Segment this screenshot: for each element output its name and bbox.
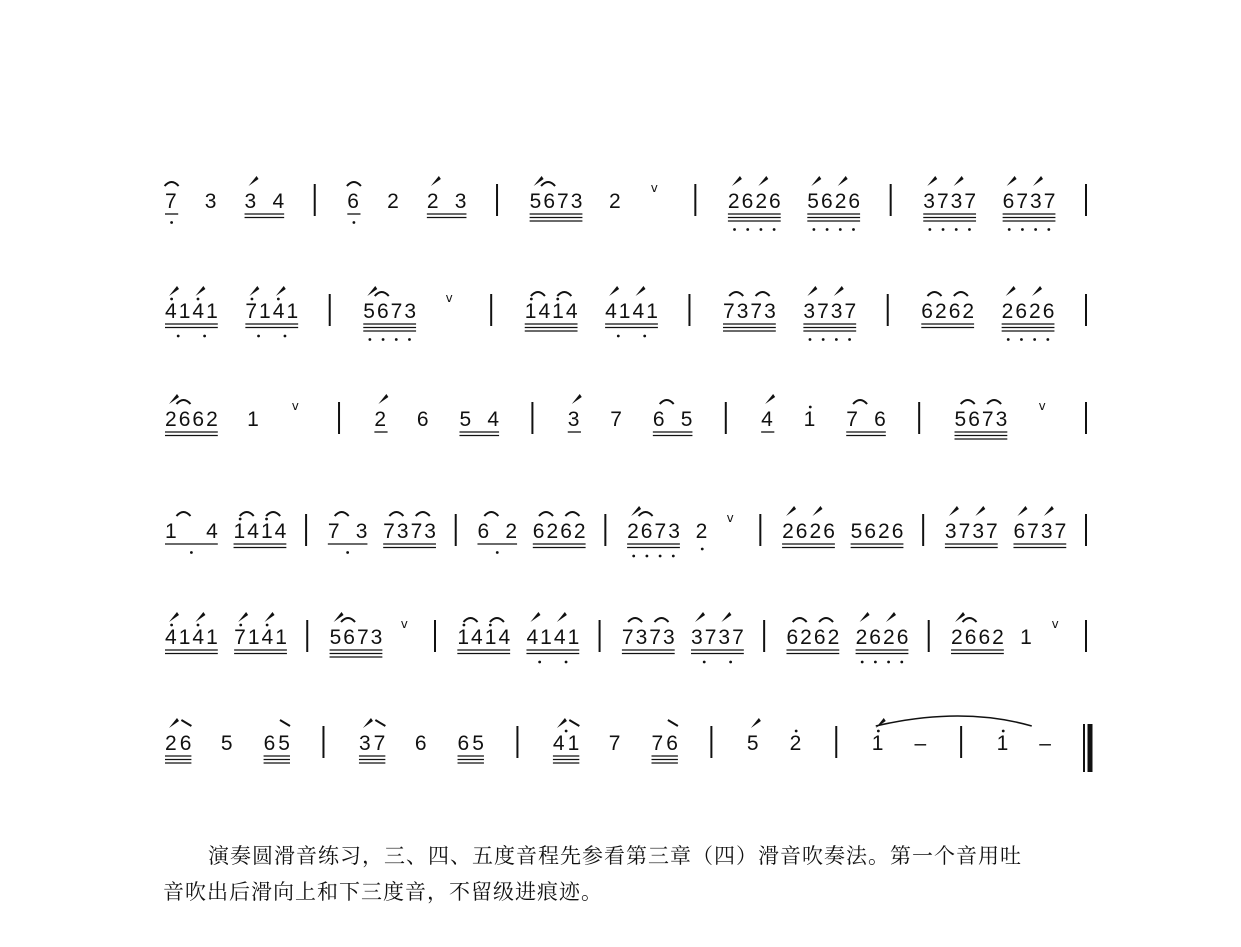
note-group: 7 3 [327, 520, 368, 543]
slur-arc [660, 400, 674, 404]
note-group: 6 [416, 408, 429, 431]
glide-mark [1032, 286, 1042, 296]
lower-octave-dot [733, 228, 736, 231]
glide-mark [195, 612, 205, 622]
glide-mark [169, 718, 179, 728]
slur-arc [416, 512, 430, 516]
note-group: 3737 [691, 626, 744, 649]
note-group: 2 [695, 520, 708, 543]
lower-octave-dot [257, 335, 260, 338]
lower-octave-dot [1034, 228, 1037, 231]
note-group: 2662 [951, 626, 1004, 649]
lower-octave-dot [177, 335, 180, 338]
upper-octave-dot [265, 518, 268, 521]
glide-mark [265, 612, 275, 622]
slur-arc [176, 400, 190, 404]
note-group: 2626 [727, 190, 781, 213]
slur-arc [961, 400, 975, 404]
note-group: 3 [567, 408, 580, 431]
lower-octave-dot [353, 221, 356, 224]
slur-arc [484, 512, 498, 516]
note-group: 1 [803, 408, 816, 431]
lower-octave-dot [632, 555, 635, 558]
lower-octave-dot [773, 228, 776, 231]
note-group: 6737 [1002, 190, 1056, 213]
lower-octave-dot [835, 338, 838, 341]
note-group: 1 [247, 408, 259, 431]
note-group: 4141 [165, 626, 218, 649]
lower-octave-dot [1046, 338, 1049, 341]
glide-mark [860, 612, 870, 622]
slur-arc [954, 292, 968, 296]
lower-octave-dot [839, 228, 842, 231]
glide-mark [169, 286, 179, 296]
lower-octave-dot [968, 228, 971, 231]
note-group: 7 [165, 190, 177, 213]
lower-octave-dot [190, 551, 193, 554]
note-group: 4141 [605, 300, 658, 323]
upper-octave-dot [463, 624, 466, 627]
slur-arc [565, 512, 579, 516]
upper-octave-dot [565, 730, 568, 733]
glide-mark [812, 506, 822, 516]
lower-octave-dot [861, 661, 864, 664]
note-group: 65 [263, 732, 290, 755]
lower-octave-dot [848, 338, 851, 341]
upper-octave-dot [266, 624, 269, 627]
note-group: 2 [608, 190, 621, 213]
note-group: 1 4 [165, 520, 218, 543]
glide-mark [276, 286, 286, 296]
note-group: 7141 [234, 626, 287, 649]
lower-octave-dot [760, 228, 763, 231]
lower-octave-dot [643, 335, 646, 338]
lower-octave-dot [852, 228, 855, 231]
upper-octave-dot [239, 518, 242, 521]
breath-mark: v [291, 399, 299, 413]
lower-octave-dot [1021, 228, 1024, 231]
glide-mark [1033, 176, 1043, 186]
lower-octave-dot [1008, 228, 1011, 231]
note-group: 65 [457, 732, 484, 755]
lower-octave-dot [538, 661, 541, 664]
note-group: 7373 [621, 626, 675, 649]
glide-mark [249, 286, 259, 296]
glide-mark [169, 612, 179, 622]
lower-octave-dot [809, 338, 812, 341]
lower-octave-dot [703, 661, 706, 664]
slur-arc [639, 512, 653, 516]
glide-mark [838, 176, 848, 186]
slur-arc [756, 292, 770, 296]
slur-arc [464, 618, 478, 622]
slur-arc [853, 400, 867, 404]
note-group: 6262 [786, 626, 840, 649]
note-group: 3 4 [244, 190, 285, 213]
note-group: 1 [996, 732, 1009, 755]
caption-line-2: 音吹出后滑向上和下三度音，不留级进痕迹。 [163, 880, 603, 904]
slur-arc [963, 618, 977, 622]
upper-octave-dot [197, 298, 200, 301]
glide-mark [557, 612, 567, 622]
upper-octave-dot [809, 406, 812, 409]
lower-octave-dot [1020, 338, 1023, 341]
note-group: 7141 [245, 300, 299, 323]
glide-mark [557, 718, 567, 728]
lower-octave-dot [900, 661, 903, 664]
note-group: 1 [1020, 626, 1032, 649]
upper-octave-dot [489, 624, 492, 627]
slur-arc [341, 618, 355, 622]
lower-octave-dot [942, 228, 945, 231]
glide-mark [530, 612, 540, 622]
lower-octave-dot [395, 338, 398, 341]
slur-arc [347, 182, 361, 186]
slur-arc [539, 512, 553, 516]
upper-octave-dot [251, 298, 254, 301]
note-group: 5673 [954, 408, 1008, 431]
upper-octave-dot [877, 730, 880, 733]
lower-octave-dot [887, 661, 890, 664]
note-group: 3 [204, 190, 217, 213]
glide-mark [786, 506, 796, 516]
note-group: 1414 [233, 520, 287, 543]
note-group: 2662 [165, 408, 218, 431]
note-group: – [914, 732, 927, 755]
lower-octave-dot [496, 551, 499, 554]
glide-mark [927, 176, 937, 186]
lower-octave-dot [928, 228, 931, 231]
note-group: 7373 [723, 300, 776, 323]
glide-mark [695, 612, 705, 622]
glide-mark [949, 506, 959, 516]
glide-mark [876, 718, 886, 728]
glide-mark [431, 176, 441, 186]
breath-mark: v [400, 617, 408, 631]
note-group: 6 2 [477, 520, 518, 543]
note-group: 37 [358, 732, 386, 755]
slur-arc [389, 512, 403, 516]
slur-arc [335, 512, 349, 516]
lower-octave-dot [659, 555, 662, 558]
note-group: 2 [789, 732, 802, 755]
slur-arc [819, 618, 833, 622]
slur-arc [655, 618, 669, 622]
glide-mark [751, 718, 761, 728]
glide-mark [636, 286, 646, 296]
note-group: 5 [746, 732, 759, 755]
slur-arc [266, 512, 280, 516]
glide-mark [807, 286, 817, 296]
lower-octave-dot [284, 335, 287, 338]
note-group: 6 5 [652, 408, 693, 431]
breath-mark: v [650, 181, 658, 195]
upper-octave-dot [170, 298, 173, 301]
upper-octave-dot [197, 624, 200, 627]
slide-down-mark [569, 720, 579, 726]
note-group: 6737 [1013, 520, 1067, 543]
lower-octave-dot [408, 338, 411, 341]
breath-mark: v [1038, 399, 1046, 413]
glide-mark [363, 718, 373, 728]
note-group: 2673 [627, 520, 680, 543]
note-group: 5673 [329, 626, 383, 649]
breath-mark: v [726, 511, 734, 525]
glide-mark [886, 612, 896, 622]
glide-mark [954, 176, 964, 186]
glide-mark [834, 286, 844, 296]
glide-mark [1044, 506, 1054, 516]
note-group: 6 [414, 732, 427, 755]
slide-down-mark [181, 720, 191, 726]
note-group: 3737 [944, 520, 998, 543]
lower-octave-dot [382, 338, 385, 341]
slur-arc [729, 292, 743, 296]
glide-mark [572, 394, 582, 404]
lower-octave-dot [1007, 338, 1010, 341]
lower-octave-dot [368, 338, 371, 341]
glide-mark [765, 394, 775, 404]
note-group: 2 [387, 190, 399, 213]
lower-octave-dot [955, 228, 958, 231]
slur-arc [531, 292, 545, 296]
note-group: – [1039, 732, 1051, 755]
note-group: 41 [552, 732, 580, 755]
lower-octave-dot [1033, 338, 1036, 341]
slide-down-mark [375, 720, 385, 726]
lower-octave-dot [646, 555, 649, 558]
note-group: 5626 [850, 520, 904, 543]
lower-octave-dot [812, 228, 815, 231]
note-group: 5 4 [459, 408, 500, 431]
slur-arc [375, 292, 389, 296]
lower-octave-dot [203, 335, 206, 338]
caption-line-1: 演奏圆滑音练习，三、四、五度音程先参看第三章（四）滑音吹奏法。第一个音用吐 [208, 844, 1022, 868]
note-group: 7 6 [846, 408, 886, 431]
upper-octave-dot [1002, 730, 1005, 733]
note-group: 4141 [165, 300, 218, 323]
glide-mark [195, 286, 205, 296]
note-group: 2 [374, 408, 387, 431]
note-group: 6 [347, 190, 359, 213]
tie-arc [876, 716, 1032, 726]
lower-octave-dot [822, 338, 825, 341]
slide-down-mark [280, 720, 290, 726]
slur-arc [793, 618, 807, 622]
glide-mark [811, 176, 821, 186]
glide-mark [249, 176, 259, 186]
upper-octave-dot [239, 624, 242, 627]
note-group: 2 3 [426, 190, 467, 213]
slur-arc [240, 512, 254, 516]
slur-arc [557, 292, 571, 296]
breath-mark: v [1051, 617, 1059, 631]
note-group: 7373 [383, 520, 436, 543]
note-group: 7 [610, 408, 622, 431]
lower-octave-dot [1047, 228, 1050, 231]
lower-octave-dot [826, 228, 829, 231]
note-group: 6262 [532, 520, 586, 543]
note-group: 3737 [923, 190, 977, 213]
slur-arc [176, 512, 190, 516]
glide-mark [732, 176, 742, 186]
note-group: 76 [651, 732, 678, 755]
glide-mark [758, 176, 768, 186]
slur-arc [541, 182, 555, 186]
note-group: 1414 [457, 626, 511, 649]
note-group: 26 [165, 732, 192, 755]
note-group: 6262 [921, 300, 975, 323]
lower-octave-dot [729, 661, 732, 664]
slur-arc [628, 618, 642, 622]
upper-octave-dot [795, 730, 798, 733]
upper-octave-dot [530, 298, 533, 301]
lower-octave-dot [565, 661, 568, 664]
note-group: 5673 [363, 300, 417, 323]
note-group: 2626 [855, 626, 909, 649]
lower-octave-dot [346, 551, 349, 554]
note-group: 4141 [526, 626, 580, 649]
note-group: 4 [761, 408, 773, 431]
note-group: 5 [220, 732, 233, 755]
note-group: 1414 [524, 300, 578, 323]
upper-octave-dot [170, 624, 173, 627]
lower-octave-dot [672, 555, 675, 558]
slur-arc [165, 182, 179, 186]
note-group: 5626 [807, 190, 861, 213]
lower-octave-dot [746, 228, 749, 231]
note-group: 3737 [803, 300, 857, 323]
note-group: 1 [871, 732, 884, 755]
slur-arc [490, 618, 504, 622]
glide-mark [975, 506, 985, 516]
note-group: 5673 [529, 190, 583, 213]
glide-mark [238, 612, 248, 622]
lower-octave-dot [874, 661, 877, 664]
slur-arc [927, 292, 941, 296]
note-group: 2626 [782, 520, 835, 543]
upper-octave-dot [556, 298, 559, 301]
slur-arc [987, 400, 1001, 404]
note-group: 7 [608, 732, 621, 755]
glide-mark [1006, 286, 1016, 296]
glide-mark [609, 286, 619, 296]
glide-mark [1007, 176, 1017, 186]
breath-mark: v [445, 291, 453, 305]
lower-octave-dot [170, 221, 173, 224]
slide-down-mark [668, 720, 678, 726]
note-group: 2626 [1001, 300, 1055, 323]
lower-octave-dot [617, 335, 620, 338]
upper-octave-dot [277, 298, 280, 301]
lower-octave-dot [701, 548, 704, 551]
glide-mark [721, 612, 731, 622]
glide-mark [378, 394, 388, 404]
glide-mark [1017, 506, 1027, 516]
